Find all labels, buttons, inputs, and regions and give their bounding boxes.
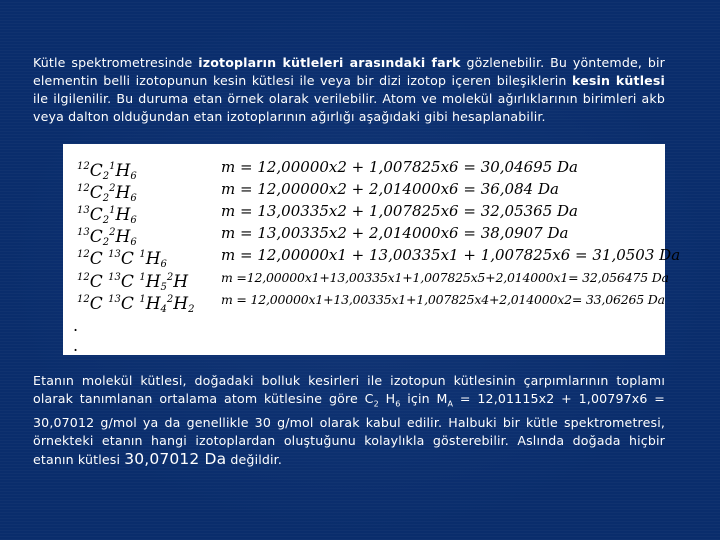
formula-part: C xyxy=(89,161,103,181)
formula-part: H xyxy=(173,294,189,314)
formula-part: C xyxy=(89,249,109,269)
mass-equation: m = 12,00000x1 + 13,00335x1 + 1,007825x6 = 31,0503 Da xyxy=(221,246,681,264)
formula-part: H xyxy=(115,205,131,225)
formula-part: 2 xyxy=(102,193,110,204)
conclusion-text-5: değildir. xyxy=(226,451,282,467)
intro-bold-2: kesin kütlesi xyxy=(571,73,665,88)
conclusion-text-1: Etanın molekül kütlesi, doğadaki bolluk kesirleri ile izotopun kütlesinin çarpımlarının toplamı olarak tanımlanan ortalama atom kütlesine göre C xyxy=(33,373,665,406)
formula-part: 6 xyxy=(130,171,137,182)
mass-equation: m = 12,00000x2 + 2,014000x6 = 36,084 Da xyxy=(221,180,559,198)
formula-part: C xyxy=(120,294,140,314)
formula-part: C xyxy=(120,249,140,269)
formula-part: H xyxy=(115,161,131,181)
conclusion-text-2: H xyxy=(378,391,396,406)
formula-part: H xyxy=(173,272,189,292)
formula-part: 12 xyxy=(77,183,90,194)
formula-part: 2 xyxy=(109,227,116,238)
intro-paragraph xyxy=(33,54,665,126)
formula-part: 12 xyxy=(77,249,90,260)
formula-part: 13 xyxy=(108,294,121,305)
ellipsis-dot: . xyxy=(73,316,79,335)
highlight-mass: 30,07012 Da xyxy=(124,449,227,468)
formula-part: 13 xyxy=(108,249,121,260)
formula-part: 12 xyxy=(77,294,90,305)
formula-part: C xyxy=(120,272,140,292)
formula-part: 1 xyxy=(139,272,146,283)
formula-part: 13 xyxy=(77,227,90,238)
mass-equation: m = 13,00335x2 + 2,014000x6 = 38,0907 Da xyxy=(221,224,569,242)
formula-part: 5 xyxy=(160,282,167,293)
subscript: A xyxy=(447,399,454,409)
formula-part: 6 xyxy=(160,259,167,270)
intro-bold-1: izotopların kütleleri arasındaki fark xyxy=(198,55,461,70)
formula-part: 6 xyxy=(130,237,137,248)
formula-part: 2 xyxy=(166,272,174,283)
conclusion-text-3: için M xyxy=(400,391,448,406)
formula-part: 2 xyxy=(109,183,116,194)
formula-part: 2 xyxy=(166,294,174,305)
intro-text-2: gözlenebilir. Bu yöntemde, bir elementin belli izotopunun kesin kütlesi ile veya bir dizi izotop içeren bileşiklerin xyxy=(33,55,665,88)
formula-part: C xyxy=(89,227,103,247)
formula-part: 1 xyxy=(109,205,116,216)
mass-equation: m = 13,00335x2 + 1,007825x6 = 32,05365 Da xyxy=(221,202,578,220)
formula-part: 2 xyxy=(102,171,110,182)
isotope-row xyxy=(63,223,665,248)
intro-text-1: Kütle spektrometresinde xyxy=(33,55,199,70)
mass-equation: m = 12,00000x1+13,00335x1+1,007825x4+2,014000x2= 33,06265 Da xyxy=(221,292,665,307)
isotope-row xyxy=(63,201,665,226)
formula-part: H xyxy=(145,249,161,269)
formula-part: 12 xyxy=(77,161,90,172)
conclusion-text-4: = 12,01115x2 + 1,00797x6 = 30,07012 g/mol ya da genellikle 30 g/mol olarak kabul edilir. Halbuki bir kütle spektrometresi, örnekteki etanın hangi izotoplardan oluştuğunu kolaylıkla gösterebilir. Aslında doğada hiçbir etanın kütlesi xyxy=(33,391,665,467)
isotope-row xyxy=(63,157,665,182)
conclusion-paragraph xyxy=(33,372,665,469)
subscript: 2 xyxy=(373,399,379,409)
formula-part: 4 xyxy=(160,304,167,315)
formula-part: 6 xyxy=(130,215,137,226)
formula-part: H xyxy=(115,227,131,247)
mass-equation: m =12,00000x1+13,00335x1+1,007825x5+2,014000x1= 32,056475 Da xyxy=(221,270,669,285)
formula-part: 13 xyxy=(77,205,90,216)
mass-equation: m = 12,00000x2 + 1,007825x6 = 30,04695 Da xyxy=(221,158,578,176)
formula-part: 1 xyxy=(109,161,116,172)
formula-part: 1 xyxy=(139,249,146,260)
isotope-row xyxy=(63,268,669,293)
intro-text-3: ile ilgilenilir. Bu duruma etan örnek olarak verilebilir. Atom ve molekül ağırlıklarının birimleri akb veya dalton olduğundan etan izotoplarının ağırlığı aşağıdaki gibi hesaplanabilir. xyxy=(33,91,665,124)
formula-part: 2 xyxy=(102,215,110,226)
formula-part: 6 xyxy=(130,193,137,204)
isotope-mass-panel xyxy=(63,144,681,355)
subscript: 6 xyxy=(395,399,401,409)
formula-part: C xyxy=(89,183,103,203)
formula-part: H xyxy=(145,294,161,314)
isotope-row xyxy=(63,290,665,315)
formula-part: C xyxy=(89,294,109,314)
formula-part: H xyxy=(145,272,161,292)
formula-part: 12 xyxy=(77,272,90,283)
formula-part: C xyxy=(89,272,109,292)
formula-part: 2 xyxy=(188,304,195,315)
formula-part: H xyxy=(115,183,131,203)
formula-part: 2 xyxy=(102,237,110,248)
isotope-row xyxy=(63,245,681,270)
isotope-formula xyxy=(77,290,194,320)
formula-part: 13 xyxy=(108,272,121,283)
formula-part: C xyxy=(89,205,103,225)
ellipsis-dot: . xyxy=(73,336,79,355)
isotope-row xyxy=(63,179,665,204)
formula-part: 1 xyxy=(139,294,146,305)
